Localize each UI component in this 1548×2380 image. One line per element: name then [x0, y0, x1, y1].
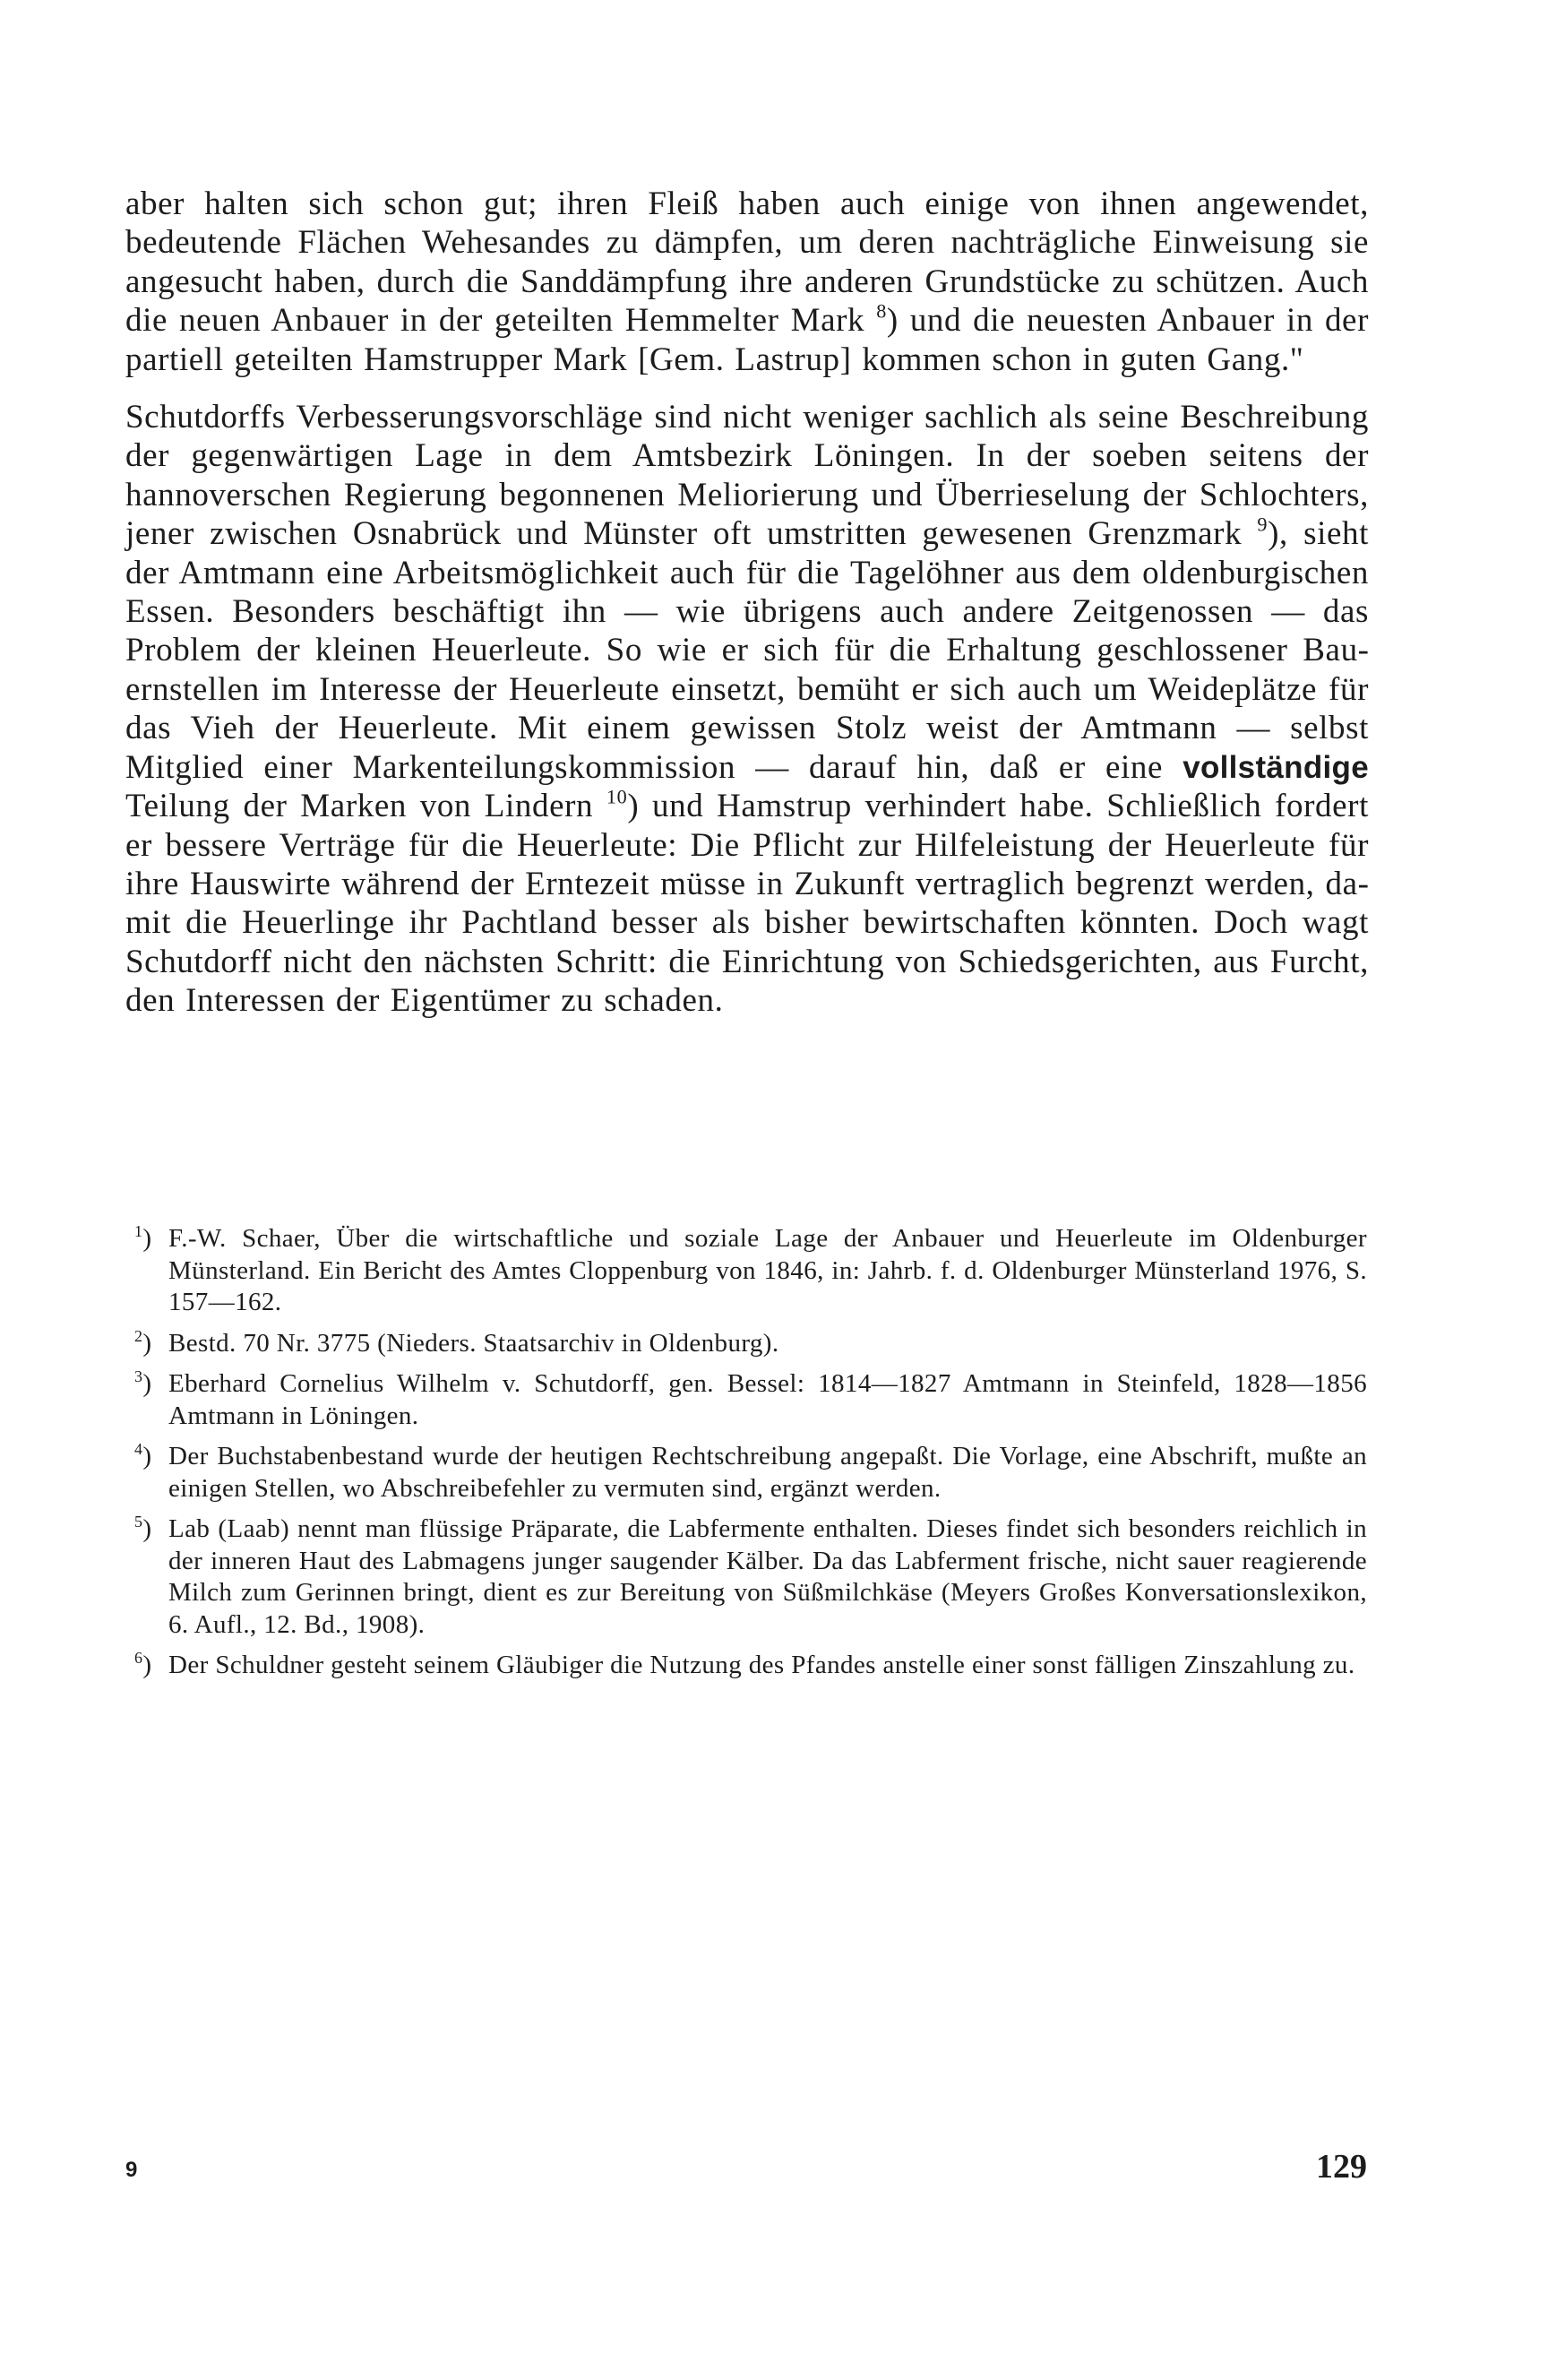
footnotes [134, 1223, 1367, 1691]
emphasis-vollstaendige: vollständige [1182, 749, 1369, 785]
footnote-text: Der Buchstabenbestand wurde der heutigen Rechtschreibung angepaßt. Die Vorlage, eine Abschrift, mußte an einigen Stellen, wo Abschreibefehler zu vermuten sind, ergänzt werden. [168, 1442, 1367, 1503]
footnote-6 [134, 1650, 1367, 1682]
footnote-text: Der Schuldner gesteht seinem Gläubiger die Nutzung des Pfandes anstelle einer sonst fälligen Zinszahlung zu. [168, 1651, 1355, 1679]
footnote-ref-8: 8 [876, 299, 887, 323]
main-text [125, 185, 1369, 1021]
footnote-marker: $^3$) [134, 1367, 152, 1398]
page-number: 129 [1316, 2148, 1367, 2186]
footnote-marker: $^4$) [134, 1440, 152, 1470]
footnote-text: Eberhard Cornelius Wilhelm v. Schutdorff, gen. Bessel: 1814—1827 Amtmann in Steinfeld, 1828—1856 Amtmann in Löningen. [168, 1369, 1367, 1430]
paragraph-2-text-b: ), sieht der Amtmann eine Arbeitsmöglichkeit auch für die Tagelöhner aus dem oldenburgischen Essen. Besonders beschäftigt ihn — wie übrigens auch andere Zeitgenossen — das Problem der kleinen Heuerleute. So wie er sich für die Erhaltung geschlossener Bauernstellen im Interesse der Heuerleute einsetzt, bemüht er sich auch um Weideplätze für das Vieh der Heuerleute. Mit einem gewissen Stolz weist der Amtmann — selbst Mitglied einer Markenteilungskommission — darauf hin, daß er eine [125, 515, 1369, 786]
footnote-marker: $^6$) [134, 1649, 152, 1679]
footnote-1 [134, 1223, 1367, 1319]
footnote-marker: $^2$) [134, 1326, 152, 1358]
paragraph-1-text-a: aber halten sich schon gut; ihren Fleiß haben auch einige von ihnen angewendet, bedeutende Flächen Wehesandes zu dämpfen, um deren nachträgliche Einweisung sie angesucht haben, durch die Sanddämpfung ihre anderen Grundstücke zu schützen. Auch die neuen Anbauer in der geteilten Hemmelter Mark [125, 185, 1369, 340]
footnote-ref-10: 10 [606, 785, 628, 808]
signature-mark: 9 [125, 2158, 138, 2182]
footnote-2 [134, 1328, 1367, 1360]
footnote-text: F.-W. Schaer, Über die wirtschaftliche und soziale Lage der Anbauer und Heuerleute im Oldenburger Münsterland. Ein Bericht des Amtes Cloppenburg von 1846, in: Jahrb. f. d. Oldenburger Münsterland 1976, S. 157—162. [168, 1224, 1367, 1316]
footnote-5 [134, 1513, 1367, 1641]
footnote-marker: $^1$) [134, 1222, 152, 1253]
footnote-4 [134, 1441, 1367, 1505]
footnote-3 [134, 1368, 1367, 1432]
paragraph-2 [125, 398, 1369, 1021]
footnote-marker: $^5$) [134, 1513, 152, 1543]
paragraph-1-text-b: ) und die neuesten Anbauer in der partiell geteilten Hamstrupper Mark [Gem. Lastrup] kommen schon in guten Gang." [125, 302, 1370, 378]
paragraph-1 [125, 185, 1369, 379]
footnote-ref-9: 9 [1257, 513, 1268, 536]
footnote-text: Lab (Laab) nennt man flüssige Präparate, die Labfermente enthalten. Dieses findet sich besonders reichlich in der inneren Haut des Labmagens junger saugender Kälber. Da das Labferment frische, nicht sauer reagierende Milch zum Gerinnen bringt, dient es zur Bereitung von Süßmilchkäse (Meyers Großes Konversationslexikon, 6. Aufl., 12. Bd., 1908). [168, 1514, 1367, 1639]
paragraph-2-text-c: Teilung der Marken von Lindern [125, 788, 606, 825]
paragraph-2-text-a: Schutdorffs Verbesserungsvorschläge sind nicht weniger sachlich als seine Beschreibung der gegenwärtigen Lage in dem Amtsbezirk Löningen. In der soeben seitens der hannoverschen Regierung begonnenen Meliorierung und Überrieselung der Schlochters, jener zwischen Osnabrück und Münster oft umstritten gewesenen Grenzmark [125, 399, 1369, 553]
paragraph-2-text-d: ) und Hamstrup verhindert habe. Schließlich fordert er bessere Verträge für die Heuerleute: Die Pflicht zur Hilfeleistung der Heuerleute für ihre Hauswirte während der Erntezeit müsse in Zukunft vertraglich begrenzt werden, damit die Heuerlinge ihr Pachtland besser als bisher bewirtschaften könnten. Doch wagt Schutdorff nicht den nächsten Schritt: die Einrichtung von Schiedsgerichten, aus Furcht, den Interessen der Eigentümer zu schaden. [125, 788, 1369, 1020]
footnote-text: Bestd. 70 Nr. 3775 (Nieders. Staatsarchiv in Oldenburg). [168, 1328, 779, 1358]
